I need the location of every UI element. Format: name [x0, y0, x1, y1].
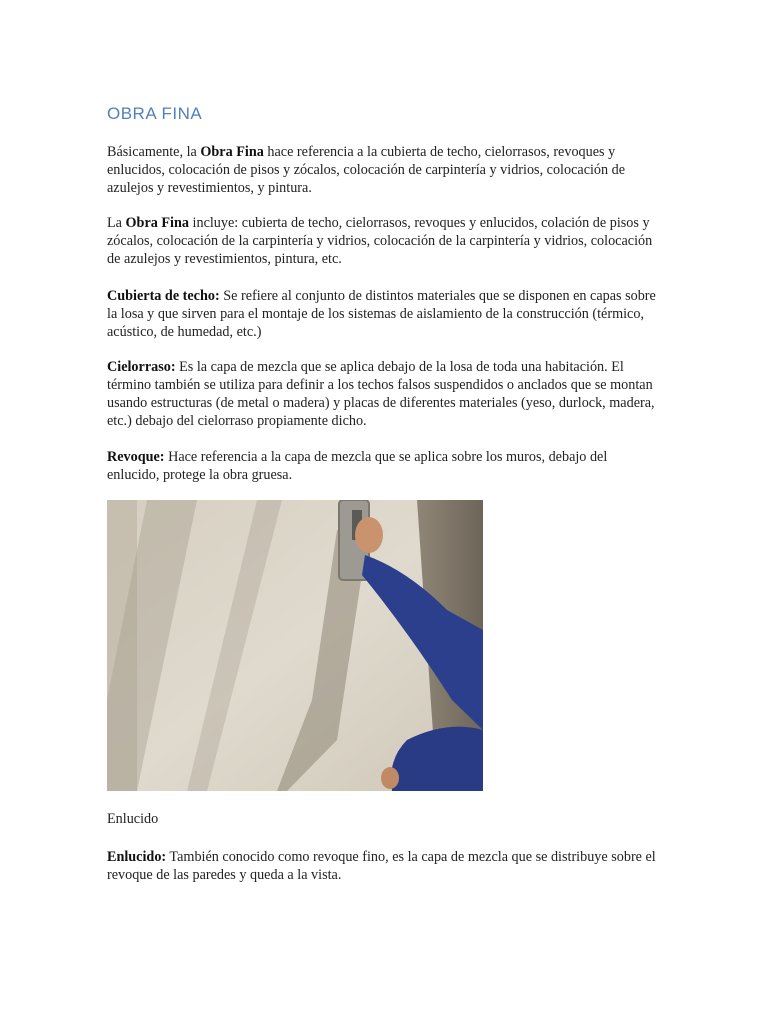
- intro-paragraph: [107, 143, 662, 197]
- bold-term: Cielorraso:: [107, 359, 176, 375]
- includes-paragraph: [107, 214, 662, 268]
- bold-term: Obra Fina: [200, 144, 264, 160]
- worker-hand: [381, 767, 399, 789]
- paragraph-text: hace referencia a la cubierta de techo, cielorrasos, revoques y enlucidos, colocación de pisos y zócalos, colocación de carpintería y vidrios, colocación de azulejos y revestimientos, y pintura.: [107, 144, 626, 196]
- paragraph-text: Se refiere al conjunto de distintos materiales que se disponen en capas sobre la losa y que sirven para el montaje de los sistemas de aislamiento de la construcción (térmico, acústico, de humedad, etc.): [107, 288, 656, 340]
- worker-hand: [355, 517, 383, 553]
- paragraph-text: Básicamente, la: [107, 144, 201, 160]
- bold-term: Obra Fina: [125, 215, 189, 231]
- cubierta-paragraph: [107, 287, 662, 341]
- paragraph-text: incluye: cubierta de techo, cielorrasos, revoques y enlucidos, colación de pisos y zócalos, colocación de la carpintería y vidrios, colocación de la carpintería y vidrios, colocación de azulejos y revestimientos, pintura, etc.: [107, 215, 653, 267]
- photo-caption: Enlucido: [107, 811, 159, 827]
- paragraph-text: También conocido como revoque fino, es la capa de mezcla que se distribuye sobre el revoque de las paredes y queda a la vista.: [107, 849, 656, 883]
- plastering-photo: [107, 500, 483, 791]
- paragraph-text: Hace referencia a la capa de mezcla que se aplica sobre los muros, debajo del enlucido, protege la obra gruesa.: [107, 449, 608, 483]
- cielorraso-paragraph: [107, 358, 662, 430]
- bold-term: Cubierta de techo:: [107, 288, 220, 304]
- paragraph-text: Es la capa de mezcla que se aplica debajo de la losa de toda una habitación. El término también se utiliza para definir a los techos falsos suspendidos o anclados que se montan usando estructuras (de metal o madera) y placas de diferentes materiales (yeso, durlock, madera, etc.) debajo del cielorraso propiamente dicho.: [107, 359, 655, 429]
- enlucido-paragraph: [107, 848, 662, 884]
- revoque-paragraph: [107, 448, 662, 484]
- plastering-illustration: [107, 500, 483, 791]
- paragraph-text: La: [107, 215, 126, 231]
- bold-term: Enlucido:: [107, 849, 167, 865]
- bold-term: Revoque:: [107, 449, 165, 465]
- page-title: OBRA FINA: [107, 104, 203, 123]
